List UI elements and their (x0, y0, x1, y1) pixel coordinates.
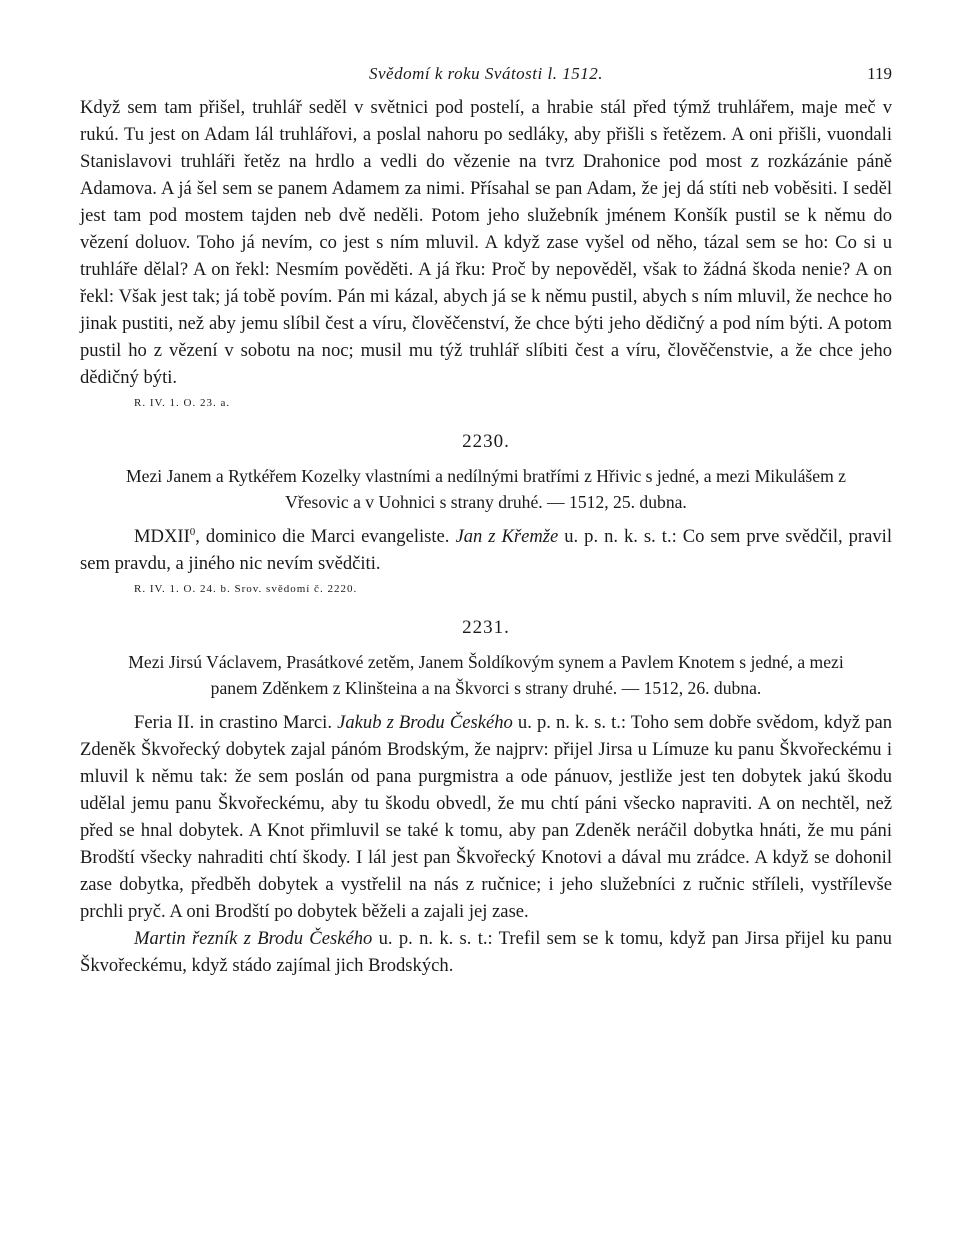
page-number: 119 (867, 64, 892, 83)
book-page (80, 64, 892, 979)
regest-2231: Mezi Jirsú Václavem, Prasátkové zetěm, Janem Šoldíkovým synem a Pavlem Knotem s jedné, a mezi panem Zděnkem z Klinšteina a na Škvorci s strany druhé. — 1512, 26. dubna. (128, 652, 844, 698)
date-line: Feria II. in crastino Marci. (134, 712, 332, 733)
document-number-2231: 2231. (462, 617, 510, 638)
date-numeral: MDXII (134, 526, 190, 547)
witness-name: Martin řezník z Brodu Českého (134, 928, 373, 949)
source-reference: R. IV. 1. O. 24. b. Srov. svědomí č. 2220. (134, 583, 358, 595)
document-number-2230: 2230. (462, 431, 510, 452)
regest-2230: Mezi Janem a Rytkéřem Kozelky vlastními a nedílnými bratřími z Hřivic s jedné, a mezi Mikulášem z Vřesovic a v Uohnici s strany druhé. — 1512, 25. dubna. (126, 466, 846, 512)
continuation-paragraph: Když sem tam přišel, truhlář seděl v světnici pod postelí, a hrabie stál před týmž truhlářem, maje meč v rukú. Tu jest on Adam lál truhlářovi, a poslal nahoru po sedláky, aby přišli s řetězem. A oni přišli, vuondali Stanislavovi truhláři řetěz na hrdlo a vedli do vězenie na tvrz Drahonice pod most z rozkázánie páně Adamova. A já šel sem se panem Adamem za nimi. Přísahal se pan Adam, že jej dá stíti neb voběsiti. I seděl jest tam pod mostem tajden neb dvě neděli. Potom jeho služebník jménem Konšík pustil se k němu do vězení doluov. Toho já nevím, co jest s ním mluvil. A když zase vyšel od něho, tázal sem se ho: Co si u truhláře dělal? A on řekl: Nesmím pověděti. A já řku: Proč by nepověděl, však to žádná škoda nenie? A on řekl: Však jest tak; já tobě povím. Pán mi kázal, abych já se k němu pustil, abych s ním mluvil, že nechce ho jinak pustiti, než aby jemu slíbil čest a víru, člověčenství, že chce býti jeho dědičný a pod ním býti. A potom pustil ho z vězení v sobotu na noc; musil mu týž truhlář slíbiti čest a víru, člověčenstvie, a že chce jeho dědičný býti. (80, 97, 892, 388)
witness-name: Jan z Křemže (455, 526, 559, 547)
testimony-text: u. p. n. k. s. t.: Co sem prve svědčil, pravil sem pravdu, a jiného nic nevím svědčiti. (80, 526, 893, 574)
testimony-paragraph-2230 (80, 523, 892, 577)
source-reference: R. IV. 1. O. 23. a. (134, 397, 231, 409)
testimony-paragraph-2231 (80, 709, 892, 925)
running-header (80, 64, 892, 94)
date-line: , dominico die Marci evangeliste. (195, 526, 450, 547)
date-superscript: 0 (189, 525, 196, 538)
testimony-text: u. p. n. k. s. t.: Toho sem dobře svědom, když pan Zdeněk Škvořecký dobytek zajal pánóm Brodským, že najprv: přijel Jirsa u Límuze ku panu Škvořeckému i mluvil k němu tak: že sem poslán od pana purgmistra a ode pánuov, jestliže jest ten dobytek jakú škodu udělal jemu panu Škvořeckému, aby tu škodu obvedl, že mu chtí páni všecko napraviti. A on nechtěl, než před se hnal dobytek. A Knot přimluvil se také k tomu, aby pan Zdeněk neráčil dobytka hnáti, že mu páni Brodští všecky nahraditi chtí škody. I lál jest pan Škvořecký Knotovi a dával mu zrádce. A když se dohonil zase dobytka, předběh dobytek a vystřelil na nás z ručnice; i jeho služebníci z ručnic stříleli, vystřílevše prchli pryč. A oni Brodští po dobytek běželi a zajali jej zase. (80, 712, 893, 922)
running-title: Svědomí k roku Svátosti l. 1512. (369, 64, 603, 83)
witness-name: Jakub z Brodu Českého (337, 712, 513, 733)
testimony-paragraph-2231-second (80, 925, 892, 979)
testimony-text: u. p. n. k. s. t.: Trefil sem se k tomu, když pan Jirsa přijel ku panu Škvořeckému, když stádo zajímal jich Brodských. (80, 928, 892, 976)
